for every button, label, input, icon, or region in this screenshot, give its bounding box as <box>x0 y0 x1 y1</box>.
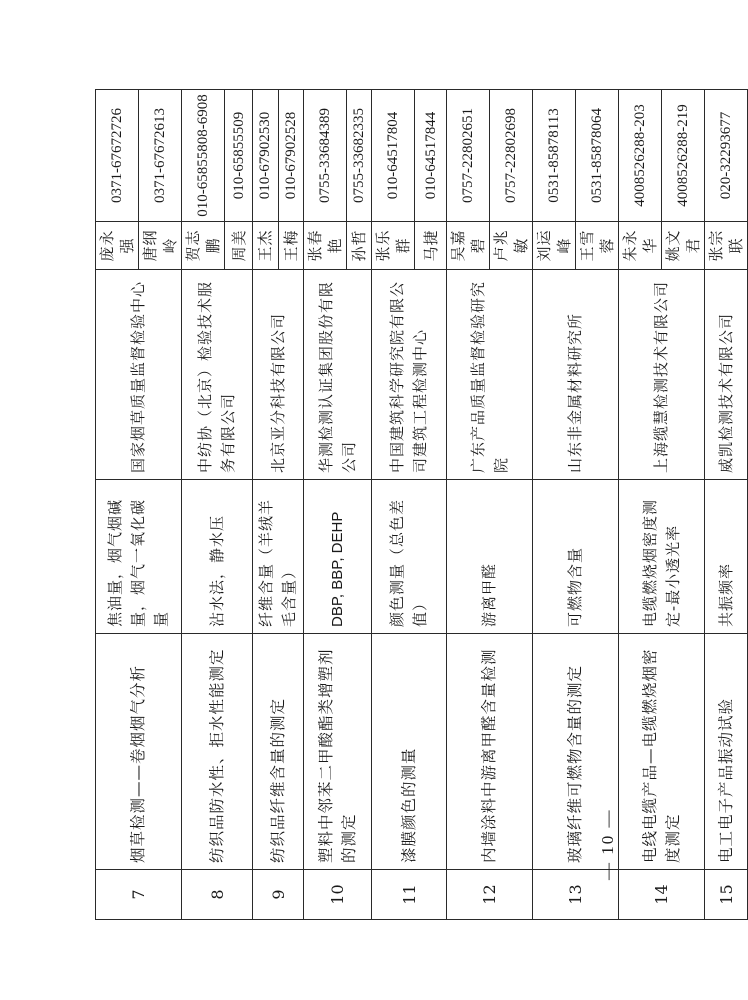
row-number: 9 <box>253 870 304 920</box>
organization: 广东产品质量监督检验研究院 <box>447 270 533 480</box>
test-parameters: DBP, BBP, DEHP <box>304 480 372 634</box>
test-item: 塑料中邻苯二甲酸酯类增塑剂的测定 <box>304 634 372 870</box>
contact-phone: 0531-85878064 <box>576 90 619 222</box>
test-item: 电工电子产品振动试验 <box>705 634 748 870</box>
contact-phone: 0757-22802651 <box>447 90 490 222</box>
contact-name: 王杰 <box>253 222 279 270</box>
table-row <box>447 90 490 920</box>
contact-name: 孙哲 <box>347 222 372 270</box>
organization: 中国建筑科学研究院有限公司建筑工程检测中心 <box>372 270 447 480</box>
row-number: 14 <box>619 870 705 920</box>
contact-name: 刘运峰 <box>533 222 576 270</box>
organization: 北京亚分科技有限公司 <box>253 270 304 480</box>
contact-phone: 0755-33682335 <box>347 90 372 222</box>
contact-name: 朱永华 <box>619 222 662 270</box>
table-row <box>533 90 576 920</box>
row-number: 7 <box>96 870 182 920</box>
test-parameters: 可燃物含量 <box>533 480 619 634</box>
row-number: 12 <box>447 870 533 920</box>
test-item: 烟草检测——卷烟烟气分析 <box>96 634 182 870</box>
contact-name: 马捷 <box>415 222 447 270</box>
organization: 中纺协（北京）检验技术服务有限公司 <box>182 270 253 480</box>
row-number: 13 <box>533 870 619 920</box>
lab-proficiency-table <box>95 89 748 920</box>
organization: 国家烟草质量监督检验中心 <box>96 270 182 480</box>
test-item: 玻璃纤维可燃物含量的测定 <box>533 634 619 870</box>
test-item: 纺织品纤维含量的测定 <box>253 634 304 870</box>
table-row <box>619 90 662 920</box>
contact-name: 唐纲岭 <box>139 222 182 270</box>
contact-phone: 010-67902528 <box>278 90 304 222</box>
table-row <box>182 90 225 920</box>
contact-phone: 4008526288-219 <box>662 90 705 222</box>
contact-name: 贺志鹏 <box>182 222 225 270</box>
test-parameters: 游离甲醛 <box>447 480 533 634</box>
contact-name: 吴嘉碧 <box>447 222 490 270</box>
table-row <box>304 90 347 920</box>
organization: 上海缆慧检测技术有限公司 <box>619 270 705 480</box>
rotated-table-wrapper <box>95 90 745 920</box>
row-number: 10 <box>304 870 372 920</box>
contact-phone: 0755-33684389 <box>304 90 347 222</box>
contact-name: 周美 <box>225 222 253 270</box>
test-parameters: 焦油量，烟气烟碱量，烟气一氧化碳量 <box>96 480 182 634</box>
contact-name: 卢兆敏 <box>490 222 533 270</box>
row-number: 15 <box>705 870 748 920</box>
contact-phone: 020-32293677 <box>705 90 748 222</box>
test-item: 电线电缆产品—电缆燃烧烟密度测定 <box>619 634 705 870</box>
contact-phone: 0757-22802698 <box>490 90 533 222</box>
row-number: 11 <box>372 870 447 920</box>
test-item: 纺织品防水性、拒水性能测定 <box>182 634 253 870</box>
test-item: 内墙涂料中游离甲醛含量检测 <box>447 634 533 870</box>
row-number: 8 <box>182 870 253 920</box>
contact-name: 张乐群 <box>372 222 415 270</box>
contact-name: 姚文君 <box>662 222 705 270</box>
test-parameters: 共振频率 <box>705 480 748 634</box>
organization: 威凯检测技术有限公司 <box>705 270 748 480</box>
test-parameters: 纤维含量（羊绒羊毛含量） <box>253 480 304 634</box>
contact-phone: 010-64517844 <box>415 90 447 222</box>
contact-phone: 010-65855509 <box>225 90 253 222</box>
contact-phone: 010-64517804 <box>372 90 415 222</box>
page-number: — 10 — <box>598 808 617 880</box>
table-row <box>96 90 139 920</box>
test-item: 漆膜颜色的测量 <box>372 634 447 870</box>
contact-phone: 0371-67672726 <box>96 90 139 222</box>
contact-name: 庞永强 <box>96 222 139 270</box>
contact-phone: 010-65855808-6908 <box>182 90 225 222</box>
organization: 华测检测认证集团股份有限公司 <box>304 270 372 480</box>
table-row <box>705 90 748 920</box>
contact-phone: 0371-67672613 <box>139 90 182 222</box>
table-row <box>372 90 415 920</box>
contact-name: 王梅 <box>278 222 304 270</box>
test-parameters: 颜色测量（总色差值） <box>372 480 447 634</box>
organization: 山东非金属材料研究所 <box>533 270 619 480</box>
test-parameters: 电缆燃烧烟密度测定-最小透光率 <box>619 480 705 634</box>
table-row <box>253 90 279 920</box>
test-parameters: 沾水法，静水压 <box>182 480 253 634</box>
contact-name: 王雪蓉 <box>576 222 619 270</box>
contact-phone: 0531-85878113 <box>533 90 576 222</box>
contact-name: 张春艳 <box>304 222 347 270</box>
contact-phone: 010-67902530 <box>253 90 279 222</box>
contact-name: 张宗联 <box>705 222 748 270</box>
contact-phone: 4008526288-203 <box>619 90 662 222</box>
